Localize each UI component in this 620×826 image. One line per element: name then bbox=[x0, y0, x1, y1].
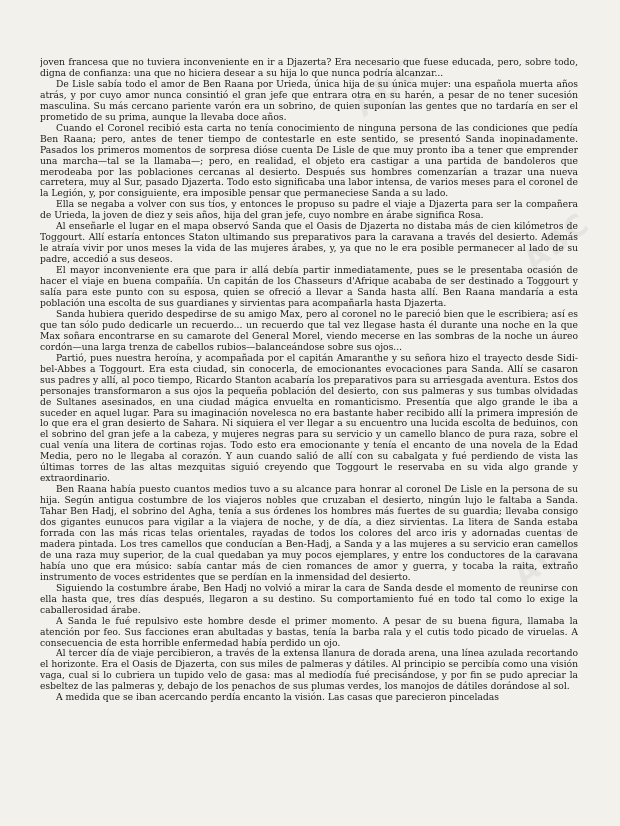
watermark: ABC bbox=[347, 50, 428, 125]
paragraph: A Sanda le fué repulsivo este hombre desde el primer momento. A pesar de su buena figura, llamaba la atención por feo. Sus facciones eran abultadas y bastas, tenía la barba rala y el cutis todo picado de viruelas. A consecuencia de esta horrible enfermedad había perdido un ojo. bbox=[40, 615, 578, 649]
paragraph: Siguiendo la costumbre árabe, Ben Hadj no volvió a mirar la cara de Sanda desde el momento de reunirse con ella hasta que, tres días después, llegaron a su destino. Su comportamiento fué en todo tal como lo exige la caballerosidad árabe. bbox=[40, 582, 578, 616]
watermark: ABC bbox=[507, 520, 588, 595]
paragraph: Ben Raana había puesto cuantos medios tuvo a su alcance para honrar al coronel De Lisle en la persona de su hija. Según antigua costumbre de los viajeros nobles que cruzaban el desierto, ningún lujo le faltaba a Sanda. Tahar Ben Hadj, el sobrino del Agha, tenía a sus órdenes los hombres más fuertes de su guardia; llevaba consigo dos gigantes eunucos para vigilar a la viajera de noche, y de día, a diez sirvientas. La litera de Sanda estaba forrada con las más ricas telas orientales, rayadas de todos los colores del arco iris y adornadas cuentas de madera pintada. Los tres camellos que conducían a Ben-Hadj, a Sanda y a las mujeres a su servicio eran camellos de una raza muy superior, de la cual quedaban ya muy pocos ejemplares, y entre los conductores de la caravana había uno que era músico: sabía cantar más de cien romances de amor y guerra, y tocaba la raita, extraño instrumento de voces estridentes que se perdían en la inmensidad del desierto. bbox=[40, 484, 578, 583]
paragraph: A medida que se iban acercando perdía encanto la visión. Las casas que parecieron pinceladas bbox=[56, 692, 499, 704]
paragraph: Cuando el Coronel recibió esta carta no tenía conocimiento de ninguna persona de las condiciones que pedía Ben Raana; pero, antes de tener tiempo de contestarle en este sentido, se presentó Sanda inopinadamente. Pasados los primeros momentos de sorpresa dióse cuenta De Lisle de que muy pronto iba a tener que emprender una marcha—tal se la llamaba—; pero, en realidad, el objeto era castigar a una partida de bandoleros que merodeaba por las poblaciones cercanas al desierto. Después sus hombres comenzarían a trazar una nueva carretera, muy al Sur, pasado Djazerta. Todo esto significaba una labor intensa, de varios meses para el coronel de la Legión, y, por consiguiente, era imposible pensar que permaneciese Sanda a su lado. bbox=[40, 122, 578, 200]
paragraph: Al tercer día de viaje percibieron, a través de la extensa llanura de dorada arena, una línea azulada recortando el horizonte. Era el Oasis de Djazerta, con sus miles de palmeras y dátiles. Al principio se percibía como una visión vaga, cual si lo cubriera un tupido velo de gasa: mas al mediodía fué precisándose, y por fin se pudo apreciar la esbeltez de las palmeras y, debajo de los penachos de sus plumas verdes, los manojos de dátiles dorándose al sol. bbox=[40, 648, 578, 693]
paragraph: joven francesa que no tuviera inconveniente en ir a Djazerta? Era necesario que fuese educada, pero, sobre todo, digna de confianza: una que no hiciera desear a su hija lo que nunca podría alcanzar... bbox=[40, 58, 578, 79]
paragraph: Sanda hubiera querido despedirse de su amigo Max, pero al coronel no le pareció bien que le escribiera; así es que tan sólo pudo dedicarle un recuerdo... un recuerdo que tal vez llegase hasta él durante una noche en la que Max soñara encontrarse en su camarote del General Morel, viendo mecerse en las sombras de la noche un áureo cordón—una larga trenza de cabellos rubios—balanceándose sobre sus ojos... bbox=[40, 308, 578, 353]
paragraph: El mayor inconveniente era que para ir allá debía partir inmediatamente, pues se le presentaba ocasión de hacer el viaje en buena compañía. Un capitán de los Chasseurs d'Afrique acababa de ser destinado a Toggourt y salía para este punto con su esposa, quien se ofreció a llevar a Sanda hasta allí. Ben Raana mandaría a esta población una escolta de sus guardianes y sirvientas para acompañarla hasta Djazerta. bbox=[40, 265, 578, 309]
paragraph: Partió, pues nuestra heroína, y acompañada por el capitán Amaranthe y su señora hizo el trayecto desde Sidi-bel-Abbes a Toggourt. Era esta ciudad, sin conocerla, de emocionantes evocaciones para Sanda. Allí se casaron sus padres y allí, al poco tiempo, Ricardo Stanton acabaría los preparativos para su arriesgada aventura. Estos dos personajes transformaron a sus ojos la pequeña población del desierto, con sus palmeras y sus tumbas olvidadas de Sultanes asesinados, en una ciudad mágica envuelta en romanticismo. Presentía que algo grande le iba a suceder en aquel lugar. Para su imaginación novelesca no era bastante haber recibido allí la primera impresión de lo que era el gran desierto de Sahara. Ni siquiera el ver llegar a su encuentro una lucida escolta de beduinos, con el sobrino del gran jefe a la cabeza, y mujeres negras para su servicio y un camello blanco de pura raza, sobre el cual venía una litera de cortinas rojas. Todo esto era emocionante y tenía el encanto de una novela de la Edad Media, pero no le llegaba al corazón. Y aun cuando salió de allí con su cabalgata y fué perdiendo de vista las últimas torres de las altas mezquitas siguió creyendo que Toggourt le reservaba en su vida algo grande y extraordinario. bbox=[40, 352, 578, 485]
document-page bbox=[40, 58, 578, 818]
paragraph: De Lisle sabía todo el amor de Ben Raana por Urieda, única hija de su única mujer: una española muerta años atrás, y por cuyo amor nunca consintió el gran jefe que entrara otra en su harén, a pesar de no tener sucesión masculina. Su más cercano pariente varón era un sobrino, de quien suponían las gentes que no tardaría en ser el prometido de su prima, aunque la llevaba doce años. bbox=[40, 78, 578, 123]
watermark: ABC bbox=[517, 205, 598, 280]
paragraph: Al enseñarle el lugar en el mapa observó Sanda que el Oasis de Djazerta no distaba más de cien kilómetros de Toggourt. Allí estaría entonces Staton ultimando sus preparativos para la caravana a través del desierto. Además le atraía vivir por unos meses la vida de las mujeres árabes, y, ya que no le era posible permanecer al lado de su padre, accedió a sus deseos. bbox=[40, 221, 578, 266]
paragraph: Ella se negaba a volver con sus tíos, y entonces le propuso su padre el viaje a Djazerta para ser la compañera de Urieda, la joven de diez y seis años, hija del gran jefe, cuyo nombre en árabe significa Rosa. bbox=[40, 199, 578, 222]
